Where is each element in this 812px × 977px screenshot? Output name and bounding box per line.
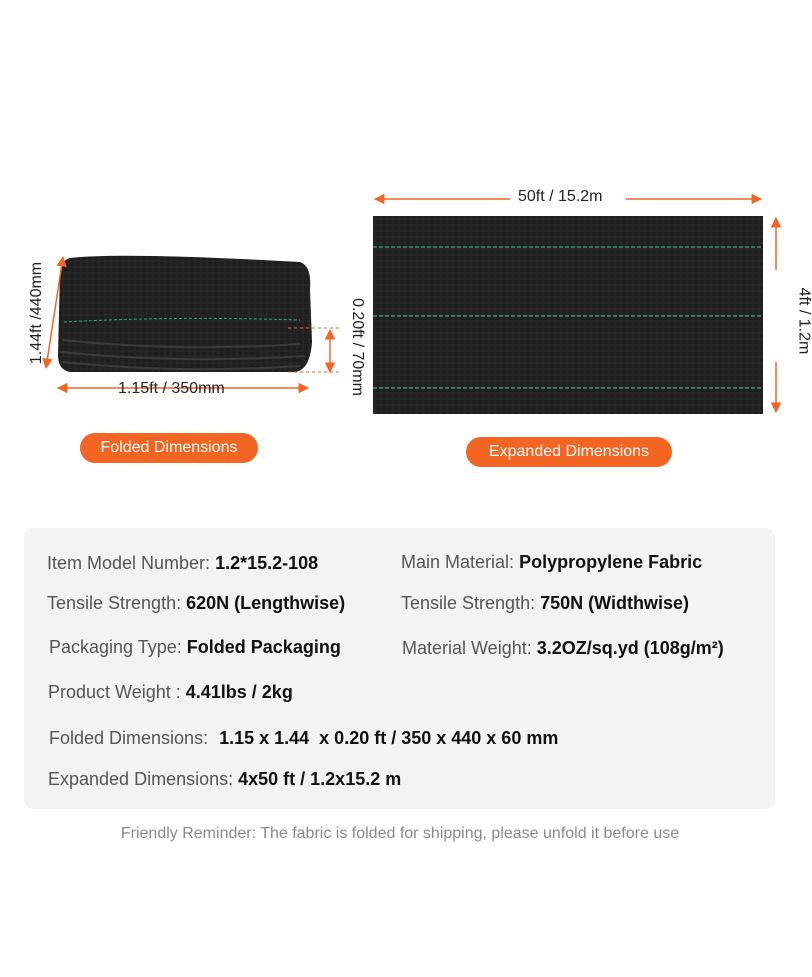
spec-tensile-width: [401, 593, 689, 614]
spec-material-weight-label: Material Weight:: [402, 638, 532, 658]
folded-height-label: 1.44ft /440mm: [28, 261, 46, 365]
spec-packaging-value: Folded Packaging: [186, 637, 341, 657]
spec-model-label: Item Model Number:: [47, 553, 211, 573]
spec-folded-dimensions-label: Folded Dimensions:: [49, 728, 209, 748]
spec-expanded-dimensions-label: Expanded Dimensions:: [48, 769, 234, 789]
spec-material-weight-value: 3.2OZ/sq.yd (108g/m²): [536, 638, 724, 658]
spec-expanded-dimensions: [48, 769, 401, 790]
expanded-dimensions-badge: Expanded Dimensions: [466, 437, 672, 467]
folded-dimensions-badge: Folded Dimensions: [80, 433, 258, 463]
spec-material-weight: [402, 638, 724, 659]
expanded-fabric-image: [373, 216, 763, 414]
spec-tensile-width-value: 750N (Widthwise): [540, 593, 689, 613]
folded-thickness-label: 0.20ft / 70mm: [348, 298, 366, 396]
spec-packaging: [49, 637, 341, 658]
spec-tensile-length-label: Tensile Strength:: [47, 593, 182, 613]
spec-product-weight: [48, 682, 293, 703]
spec-material-value: Polypropylene Fabric: [519, 552, 703, 572]
spec-expanded-dimensions-value: 4x50 ft / 1.2x15.2 m: [238, 769, 402, 789]
spec-folded-dimensions-value: 1.15 x 1.44 x 0.20 ft / 350 x 440 x 60 mm: [219, 728, 559, 748]
expanded-height-label: 4ft / 1.2m: [795, 287, 812, 355]
expanded-width-label: 50ft / 15.2m: [518, 188, 603, 205]
spec-tensile-length-value: 620N (Lengthwise): [186, 593, 346, 613]
folded-width-label: 1.15ft / 350mm: [118, 380, 225, 397]
spec-material: [401, 552, 702, 573]
spec-folded-dimensions: [49, 728, 558, 749]
folded-fabric-image: [58, 256, 312, 372]
spec-packaging-label: Packaging Type:: [49, 637, 182, 657]
spec-model: [47, 553, 318, 574]
spec-product-weight-label: Product Weight :: [48, 682, 181, 702]
friendly-reminder: Friendly Reminder: The fabric is folded for shipping, please unfold it before use: [120, 825, 680, 842]
spec-model-value: 1.2*15.2-108: [215, 553, 319, 573]
spec-product-weight-value: 4.41lbs / 2kg: [185, 682, 293, 702]
spec-tensile-width-label: Tensile Strength:: [401, 593, 536, 613]
spec-tensile-length: [47, 593, 345, 614]
spec-material-label: Main Material:: [401, 552, 515, 572]
